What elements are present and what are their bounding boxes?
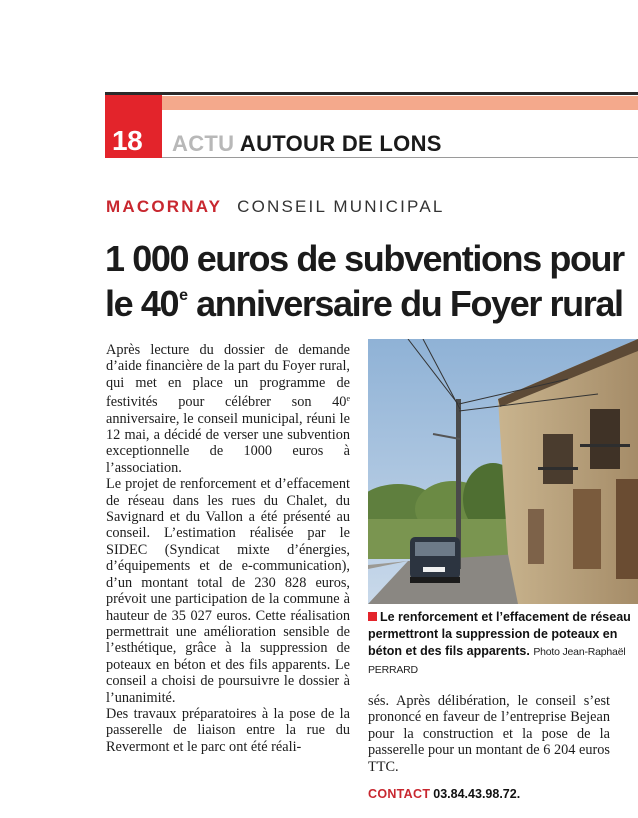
body-ordinal: e	[346, 394, 350, 404]
contact-line	[368, 787, 520, 801]
caption-bullet	[368, 612, 377, 621]
body-paragraph-3: Des travaux préparatoires à la pose de la passerelle de liaison entre la rue du Revermont et le parc ont été réali-	[106, 705, 350, 755]
kicker-topic: CONSEIL MUNICIPAL	[237, 197, 445, 216]
contact-label: CONTACT	[368, 787, 431, 801]
body-paragraph-4: sés. Après délibération, le conseil s’est prononcé en faveur de l’entreprise Bejean pour la construction et la pose de la passerelle pour un montant de 6 204 euros TTC.	[368, 693, 610, 775]
headline-line1: 1 000 euros de subventions pour	[105, 238, 624, 279]
article-headline	[105, 240, 630, 322]
contact-phone: 03.84.43.98.72.	[433, 787, 521, 801]
photo-credit: Photo Jean-Raphaël PERRARD	[368, 646, 626, 676]
caption-text: Le renforcement et l’effacement de réseau permettront la suppression de poteaux en béton et des fils apparents.	[368, 610, 631, 658]
rubric-sub: AUTOUR DE LONS	[239, 131, 442, 156]
header-bottom-rule	[162, 157, 638, 158]
header-top-rule	[105, 92, 638, 95]
headline-ordinal: e	[179, 287, 187, 304]
page-number: 18	[112, 125, 143, 156]
body-paragraph-1-b: anniversaire, le conseil municipal, réuni le 12 mai, a décidé de verser une subvention exceptionnelle de 1000 euros à l’association.	[106, 410, 350, 476]
street-photo-illustration	[368, 339, 638, 604]
headline-line2-a: le 40	[105, 283, 179, 324]
article-kicker	[106, 197, 445, 217]
photo-caption	[368, 609, 634, 679]
article-body-right	[368, 693, 610, 775]
section-rubric	[172, 131, 442, 157]
headline-line2-b: anniversaire du Foyer rural	[187, 283, 623, 324]
header-color-band	[162, 96, 638, 110]
kicker-place: MACORNAY	[106, 197, 223, 216]
body-paragraph-1	[106, 342, 350, 476]
body-paragraph-1-a: Après lecture du dossier de demande d’aide financière de la part du Foyer rural, qui met en place un programme de festivités pour célébrer son 40	[106, 342, 350, 411]
article-body-left	[106, 342, 350, 755]
article-photo	[368, 339, 638, 604]
rubric-main: ACTU	[172, 131, 235, 156]
body-paragraph-2: Le projet de renforcement et d’effacement de réseau dans les rues du Chalet, du Savignard et du Vallon a été présenté au conseil. L’estimation réalisée par le SIDEC (Syndicat mixte d’énergies, d’équipements et de e-communication), d’un montant total de 230 828 euros, prévoit une participation de la commune à hauteur de 35 027 euros. Cette réalisation permettrait une amélioration sensible de l’esthétique, grâce à la suppression de poteaux en béton et des fils apparents. Le conseil a choisi de poursuivre le dossier à l’unanimité.	[106, 476, 350, 706]
